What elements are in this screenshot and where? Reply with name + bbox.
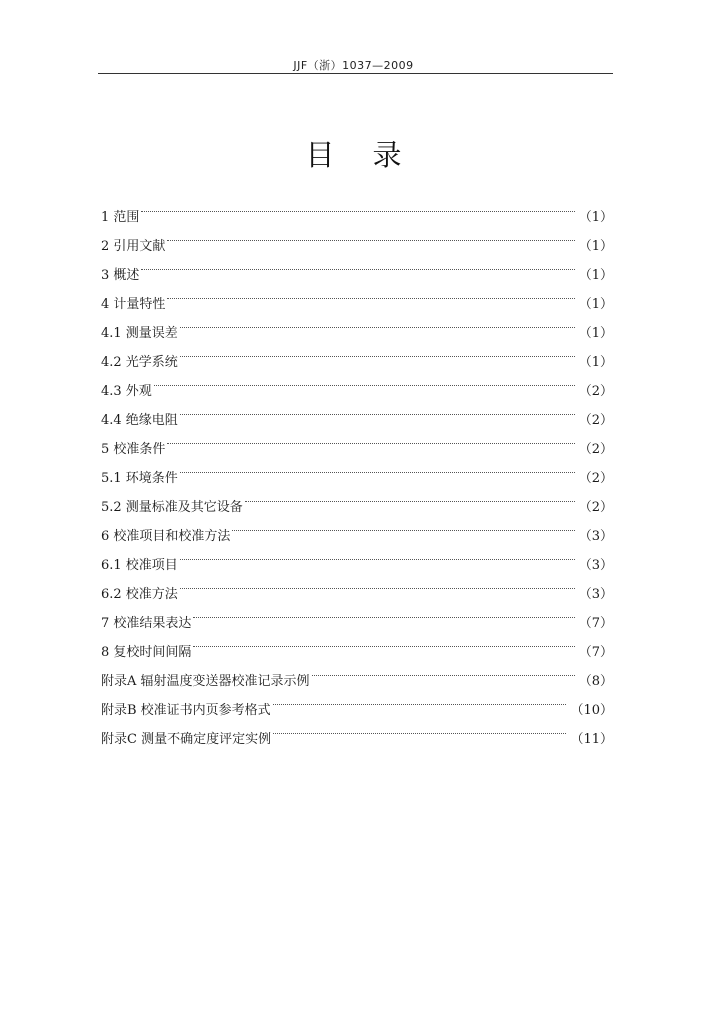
toc-entry-page: （1） [578, 268, 613, 283]
toc-entry-page: （7） [578, 645, 613, 660]
toc-entry-page: （1） [578, 326, 613, 341]
toc-entry[interactable] [101, 192, 613, 225]
toc-entry-title: 5 校准条件 [101, 442, 166, 457]
toc-leader-dots [180, 569, 575, 598]
toc-entry-title: 1 范围 [101, 210, 140, 225]
toc-entry[interactable] [101, 308, 613, 341]
toc-entry[interactable] [101, 366, 613, 399]
toc-entry-page: （2） [578, 471, 613, 486]
toc-entry-title: 附录C 测量不确定度评定实例 [101, 732, 272, 747]
toc-entry-title: 2 引用文献 [101, 239, 166, 254]
toc-leader-dots [167, 424, 574, 453]
toc-entry-page: （3） [578, 587, 613, 602]
toc-entry-page: （10） [570, 703, 613, 718]
toc-entry-title: 6.1 校准项目 [101, 558, 178, 573]
toc-entry-page: （8） [578, 674, 613, 689]
toc-entry[interactable] [101, 250, 613, 283]
toc-leader-dots [312, 656, 575, 685]
toc-leader-dots [193, 627, 574, 656]
toc-entry-title: 附录A 辐射温度变送器校准记录示例 [101, 674, 310, 689]
toc-entry-title: 6 校准项目和校准方法 [101, 529, 231, 544]
toc-entry-title: 5.1 环境条件 [101, 471, 178, 486]
page-title: 目录 [305, 138, 440, 172]
toc-leader-dots [245, 482, 575, 511]
toc-entry-page: （3） [578, 558, 613, 573]
toc-entry-page: （2） [578, 442, 613, 457]
toc-entry-title: 4.4 绝缘电阻 [101, 413, 178, 428]
header-rule [98, 73, 613, 74]
toc-entry-title: 4 计量特性 [101, 297, 166, 312]
toc-entry-title: 3 概述 [101, 268, 140, 283]
toc-leader-dots [167, 279, 574, 308]
toc-entry[interactable] [101, 221, 613, 254]
toc-entry[interactable] [101, 453, 613, 486]
toc-entry[interactable] [101, 395, 613, 428]
toc-leader-dots [167, 221, 574, 250]
toc-leader-dots [232, 511, 574, 540]
toc-entry-title: 附录B 校准证书内页参考格式 [101, 703, 271, 718]
toc-leader-dots [193, 598, 574, 627]
toc-entry-page: （7） [578, 616, 613, 631]
toc-entry-title: 6.2 校准方法 [101, 587, 178, 602]
toc-entry-page: （2） [578, 413, 613, 428]
toc-entry-title: 8 复校时间间隔 [101, 645, 192, 660]
toc-leader-dots [180, 540, 575, 569]
toc-entry[interactable] [101, 424, 613, 457]
toc-entry-title: 5.2 测量标准及其它设备 [101, 500, 243, 515]
toc-entry-page: （2） [578, 500, 613, 515]
toc-leader-dots [141, 250, 574, 279]
toc-leader-dots [180, 395, 575, 424]
toc-leader-dots [154, 366, 575, 395]
toc-entry-title: 4.1 测量误差 [101, 326, 178, 341]
toc-entry-title: 7 校准结果表达 [101, 616, 192, 631]
toc-leader-dots [180, 453, 575, 482]
toc-entry-page: （3） [578, 529, 613, 544]
toc-leader-dots [180, 337, 575, 366]
toc-entry-page: （11） [570, 732, 613, 747]
table-of-contents [101, 192, 613, 747]
toc-leader-dots [180, 308, 575, 337]
toc-entry-page: （1） [578, 355, 613, 370]
toc-leader-dots [141, 192, 574, 221]
toc-leader-dots [273, 685, 567, 714]
toc-entry-title: 4.3 外观 [101, 384, 152, 399]
toc-leader-dots [273, 714, 566, 743]
toc-entry[interactable] [101, 279, 613, 312]
document-code-header: JJF（浙）1037—2009 [293, 59, 414, 72]
toc-entry-page: （2） [578, 384, 613, 399]
toc-entry-page: （1） [578, 210, 613, 225]
toc-entry-title: 4.2 光学系统 [101, 355, 178, 370]
toc-entry-page: （1） [578, 297, 613, 312]
toc-entry-page: （1） [578, 239, 613, 254]
